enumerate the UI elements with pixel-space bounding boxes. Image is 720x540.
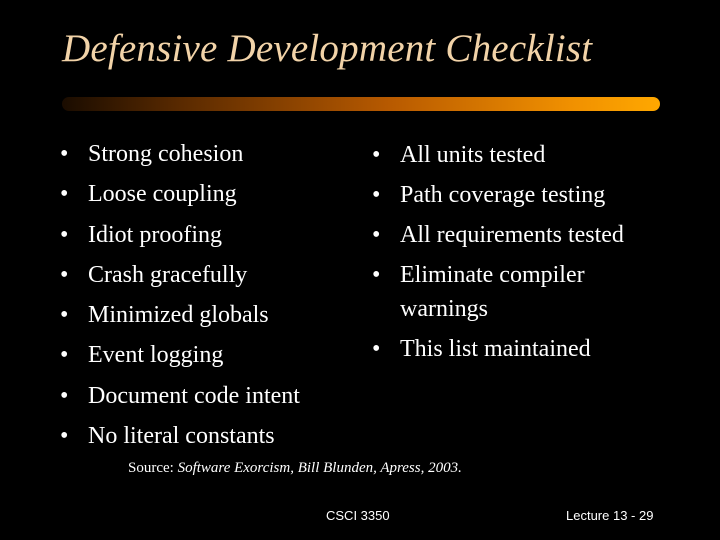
bullet-icon: • (60, 141, 69, 167)
list-item (60, 420, 360, 460)
list-item-text: Eliminate compiler warnings (400, 262, 585, 322)
list-item-text: No literal constants (88, 423, 275, 450)
list-item (60, 259, 360, 299)
footer-page-number: Lecture 13 - 29 (566, 508, 654, 523)
list-item-text: Path coverage testing (400, 182, 606, 208)
list-item (372, 332, 672, 366)
bullet-icon: • (372, 262, 381, 288)
list-item-text: Minimized globals (88, 302, 269, 329)
list-item (60, 178, 360, 218)
bullet-icon: • (372, 336, 381, 362)
bullet-icon: • (60, 221, 69, 248)
list-item-text: All requirements tested (400, 222, 624, 248)
bullet-icon: • (60, 382, 69, 409)
list-item (60, 138, 360, 178)
list-item-text: Event logging (88, 342, 224, 369)
list-item-text: Crash gracefully (88, 261, 248, 288)
list-item (372, 258, 672, 326)
right-checklist (372, 138, 672, 372)
list-item (60, 219, 360, 259)
footer-course: CSCI 3350 (326, 508, 390, 523)
bullet-icon: • (60, 181, 69, 208)
bullet-icon: • (60, 302, 69, 329)
title-underline-bar (62, 97, 660, 111)
list-item-text: This list maintained (400, 336, 591, 362)
bullet-icon: • (60, 423, 69, 450)
bullet-icon: • (372, 222, 381, 248)
bullet-icon: • (372, 182, 381, 208)
slide-title: Defensive Development Checklist (62, 27, 593, 70)
source-reference: Software Exorcism, Bill Blunden, Apress, 2003. (177, 460, 462, 476)
bullet-icon: • (60, 342, 69, 369)
list-item-text: Strong cohesion (88, 141, 244, 167)
list-item (372, 138, 672, 172)
source-citation (128, 460, 462, 477)
list-item (372, 178, 672, 212)
list-item-text: Document code intent (88, 382, 300, 409)
source-label: Source: (128, 460, 174, 476)
left-checklist (60, 138, 360, 460)
list-item-text: Idiot proofing (88, 221, 222, 248)
list-item-text: All units tested (400, 142, 546, 168)
bullet-icon: • (372, 142, 381, 168)
list-item-text: Loose coupling (88, 181, 237, 208)
list-item (60, 339, 360, 379)
list-item (60, 380, 360, 420)
bullet-icon: • (60, 261, 69, 288)
list-item (60, 299, 360, 339)
list-item (372, 218, 672, 252)
